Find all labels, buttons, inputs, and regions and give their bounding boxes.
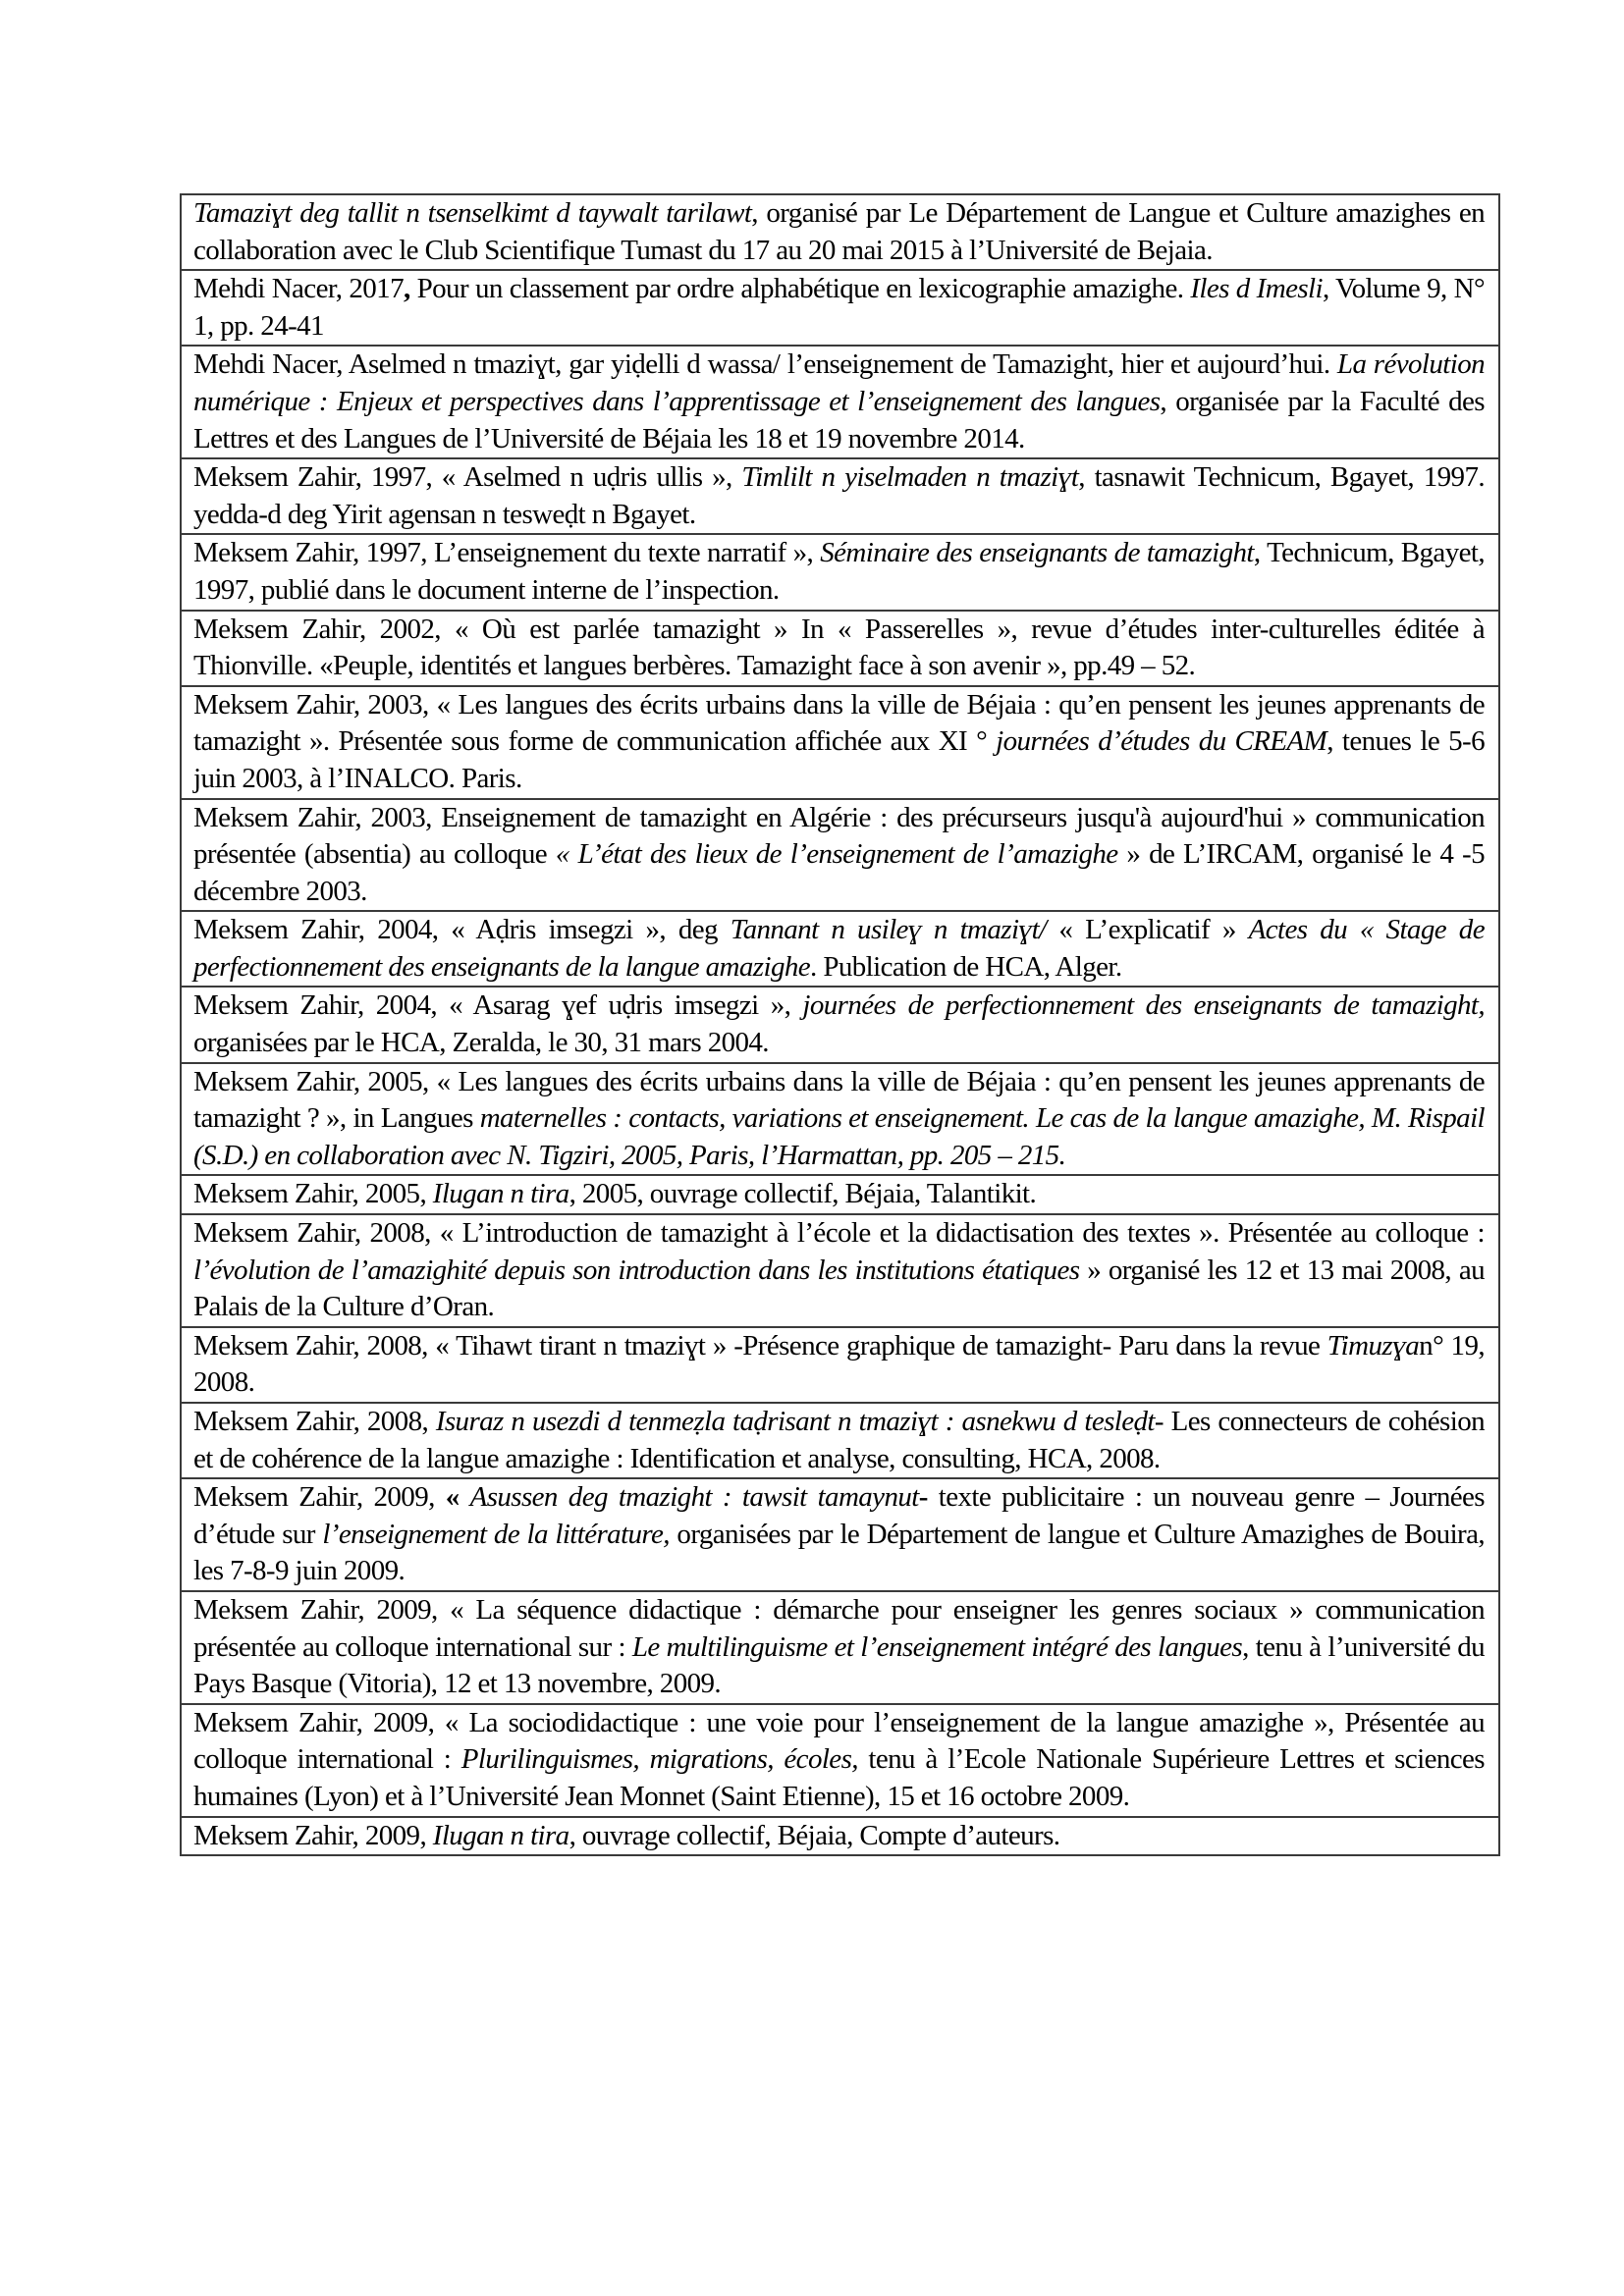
reference-cell [181,270,1499,346]
reference-row [181,1591,1499,1704]
reference-cell [181,1327,1499,1403]
reference-segment: Meksem Zahir, 2008, « L’introduction de tamazight à l’école et la didactisation des textes ». Présentée au colloque : [193,1217,1485,1250]
reference-cell [181,1063,1499,1176]
reference-segment: Pour un classement par ordre alphabétique en lexicographie amazighe. [409,273,1191,305]
reference-text [193,347,1485,457]
reference-row [181,1214,1499,1327]
reference-row [181,1063,1499,1176]
reference-cell [181,1478,1499,1591]
reference-cell [181,1214,1499,1327]
reference-segment: , Volume 9, N° 1, pp. 24-41 [193,273,1485,342]
reference-segment: , organisé par Le Département de Langue et Culture amazighes en collaboration avec le Club Scientifique Tumast du 17 au 20 mai 2015 à l’Université de Bejaia. [193,197,1485,266]
reference-segment: Meksem Zahir, 1997, « Aselmed n uḍris ullis », [193,461,742,494]
reference-italic-segment: journées d’études du CREAM [996,725,1327,758]
reference-row [181,1403,1499,1478]
reference-bold-segment: « [445,1481,460,1514]
reference-cell [181,911,1499,987]
reference-row [181,1478,1499,1591]
reference-italic-segment: l’enseignement de la littérature, [322,1518,670,1550]
reference-text [193,912,1485,986]
reference-segment: Meksem Zahir, 2003, Enseignement de tamazight en Algérie : des précurseurs jusqu'à aujourd'hui » communication présentée (absentia) au colloque [193,801,1485,871]
reference-segment: Meksem Zahir, 2003, « Les langues des écrits urbains dans la ville de Béjaia : qu’en pensent les jeunes apprenants de tamazight ». Présentée sous forme de communication affichée aux XI ° [193,688,1485,758]
reference-text [193,800,1485,911]
reference-segment: . Publication de HCA, Alger. [810,950,1122,983]
reference-segment: , 2005, ouvrage collectif, Béjaia, Talantikit. [568,1178,1037,1210]
reference-cell [181,1817,1499,1856]
reference-italic-segment: « L’état des lieux de l’enseignement de l’amazighe [555,838,1118,871]
reference-segment: organisées par le Département de langue et Culture Amazighes de Bouira, les 7-8-9 juin 2009. [193,1518,1486,1587]
reference-text [193,988,1485,1061]
reference-text [193,612,1485,685]
reference-cell [181,458,1499,534]
reference-italic-segment: Tamaziɣt deg tallit n tsenselkimt d taywalt tarilawt [193,197,752,229]
reference-segment: , organisée par la Faculté des Lettres et des Langues de l’Université de Béjaia les 18 et 19 novembre 2014. [193,385,1485,454]
reference-segment: » de L’IRCAM, organisé le 4 -5 décembre 2003. [193,838,1485,907]
reference-segment: Meksem Zahir, 2009, [193,1819,433,1851]
reference-row [181,1327,1499,1403]
reference-cell [181,1175,1499,1214]
reference-italic-segment: Le multilinguisme et l’enseignement intégré des langues [631,1630,1243,1663]
reference-segment: , tenu à l’université du Pays Basque (Vitoria), 12 et 13 novembre, 2009. [193,1630,1486,1700]
reference-segment: Meksem Zahir, 1997, L’enseignement du texte narratif », [193,537,821,569]
reference-italic-segment: l’évolution de l’amazighité depuis son introduction dans les institutions étatiques [193,1254,1080,1286]
reference-cell [181,1591,1499,1704]
reference-row [181,458,1499,534]
reference-segment: Meksem Zahir, 2002, « Où est parlée tamazight » In « Passerelles », revue d’études inter-culturelles éditée à Thionville. «Peuple, identités et langues berbères. Tamazight face à son avenir », pp.49 – 52. [193,613,1485,682]
reference-text [193,1328,1485,1402]
reference-row [181,799,1499,912]
references-table-body [181,194,1499,1855]
reference-segment: , ouvrage collectif, Béjaia, Compte d’auteurs. [568,1819,1060,1851]
reference-segment: Meksem Zahir, 2009, [193,1481,446,1514]
reference-segment: tenu à l’Ecole Nationale Supérieure Lettres et sciences humaines (Lyon) et à l’Université Jean Monnet (Saint Etienne), 15 et 16 octobre 2009. [193,1743,1485,1812]
reference-text [193,271,1485,345]
reference-cell [181,194,1499,270]
reference-cell [181,611,1499,686]
reference-text [193,1705,1485,1816]
reference-italic-segment: Asussen deg tmazight : tawsit tamaynut [469,1481,919,1514]
reference-text [193,535,1485,609]
reference-text [193,687,1485,798]
reference-segment: texte publicitaire : un nouveau genre – Journées d’étude sur [193,1481,1485,1550]
reference-segment: Mehdi Nacer, 2017 [193,273,404,305]
reference-text [193,1176,1485,1213]
reference-segment: Meksem Zahir, 2008, « Tihawt tirant n tmaziɣt » -Présence graphique de tamazight- Paru dans la revue [193,1329,1327,1362]
reference-row [181,270,1499,346]
reference-row [181,194,1499,270]
reference-row [181,686,1499,799]
reference-italic-segment: Timuzɣa [1326,1329,1420,1362]
reference-segment: Meksem Zahir, 2005, « Les langues des écrits urbains dans la ville de Béjaia : qu’en pensent les jeunes apprenants de tamazight ? », in Langues [193,1065,1485,1135]
reference-bold-segment: , [403,273,410,305]
reference-italic-segment: maternelles : contacts, variations et enseignement. Le cas de la langue amazighe, M. Rispail (S.D.) en collaboration avec N. Tigziri, 2005, Paris, l’Harmattan, pp. 205 – 215. [193,1102,1485,1171]
reference-italic-segment: Ilugan n tira [432,1178,569,1210]
reference-segment: » organisé les 12 et 13 mai 2008, au Palais de la Culture d’Oran. [193,1254,1485,1323]
reference-text [193,1215,1485,1326]
reference-italic-segment: journées de perfectionnement des enseignants de tamazight, [802,989,1485,1022]
references-table [180,193,1500,1856]
reference-segment: Meksem Zahir, 2004, « Aḍris imsegzi », deg [193,914,731,946]
reference-row [181,534,1499,610]
reference-cell [181,686,1499,799]
reference-text [193,459,1485,533]
reference-cell [181,534,1499,610]
reference-cell [181,1403,1499,1478]
reference-row [181,1175,1499,1214]
reference-text [193,1404,1485,1477]
reference-cell [181,799,1499,912]
reference-segment: , tenues le 5-6 juin 2003, à l’INALCO. Paris. [193,725,1485,794]
reference-text [193,195,1485,269]
reference-segment: Meksem Zahir, 2004, « Asarag ɣef uḍris imsegzi », [193,989,803,1022]
reference-text [193,1592,1485,1703]
reference-italic-segment: La révolution numérique : Enjeux et perspectives dans l’apprentissage et l’enseignement des langues [193,348,1486,417]
reference-italic-segment: Tannant n usileɣ n tmaziɣt/ [730,914,1047,946]
reference-segment: Meksem Zahir, 2008, [193,1406,436,1437]
reference-italic-segment: Séminaire des enseignants de tamazight [820,537,1254,569]
reference-segment: n° 19, 2008. [193,1329,1485,1399]
reference-text [193,1818,1485,1855]
reference-row [181,911,1499,987]
reference-segment: , Technicum, Bgayet, 1997, publié dans le document interne de l’inspection. [193,537,1485,606]
reference-cell [181,346,1499,458]
reference-segment [460,1481,470,1513]
reference-italic-segment: Timlilt n yiselmaden n tmaziɣt [741,461,1079,494]
reference-row [181,987,1499,1062]
reference-segment: Meksem Zahir, 2009, « La séquence didactique : démarche pour enseigner les genres sociaux » communication présentée au colloque international sur : [193,1593,1485,1663]
reference-cell [181,1704,1499,1817]
reference-italic-segment: Iles d Imesli [1190,273,1323,305]
reference-italic-segment: Actes du « Stage de perfectionnement des enseignants de la langue amazighe [193,914,1485,983]
reference-row [181,346,1499,458]
reference-row [181,1704,1499,1817]
reference-text [193,1064,1485,1175]
reference-row [181,611,1499,686]
reference-bold-segment: - [918,1481,928,1514]
reference-italic-segment: Plurilinguismes, migrations, écoles, [460,1743,858,1776]
reference-segment: Meksem Zahir, 2009, « La sociodidactique : une voie pour l’enseignement de la langue amazighe », Présentée au colloque international : [193,1706,1485,1776]
reference-segment: « L’explicatif » [1046,914,1249,946]
reference-segment: Mehdi Nacer, Aselmed n tmaziɣt, gar yiḍelli d wassa/ l’enseignement de Tamazight, hier et aujourd’hui. [193,348,1337,381]
reference-text [193,1479,1485,1590]
reference-segment: , tasnawit Technicum, Bgayet, 1997. yedda-d deg Yirit agensan n tesweḍt n Bgayet. [193,461,1485,530]
reference-segment: Meksem Zahir, 2005, [193,1178,433,1210]
reference-italic-segment: Ilugan n tira [432,1819,569,1851]
reference-italic-segment: Isuraz n usezdi d tenmeẓla taḍrisant n tmaziɣt : asnekwu d tesleḍt [435,1406,1155,1437]
reference-segment: organisées par le HCA, Zeralda, le 30, 31 mars 2004. [193,1027,769,1059]
reference-cell [181,987,1499,1062]
reference-segment: - Les connecteurs de cohésion et de cohérence de la langue amazighe : Identification et analyse, consulting, HCA, 2008. [193,1406,1485,1474]
reference-row [181,1817,1499,1856]
